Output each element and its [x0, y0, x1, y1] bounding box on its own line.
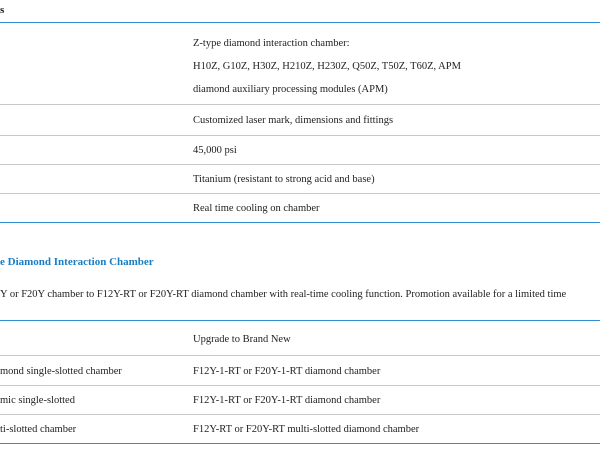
- upgrade-chamber: F12Y-RT or F20Y-RT multi-slotted diamond chamber: [193, 424, 420, 435]
- table-bottom-border: [0, 222, 600, 223]
- apm-description: diamond auxiliary processing modules (APM): [193, 84, 388, 95]
- row-divider: [0, 135, 600, 136]
- row-divider: [0, 164, 600, 165]
- row-divider: [0, 193, 600, 194]
- customization-value: Customized laser mark, dimensions and fittings: [193, 115, 394, 126]
- row-divider: [0, 385, 600, 386]
- promotion-text: Y or F20Y chamber to F12Y-RT or F20Y-RT diamond chamber with real-time cooling function. Promotion available for a limited time: [0, 289, 567, 300]
- upgrade-chamber: F12Y-1-RT or F20Y-1-RT diamond chamber: [193, 366, 381, 377]
- row-divider: [0, 104, 600, 105]
- section-heading-diamond-chamber: e Diamond Interaction Chamber: [0, 256, 154, 268]
- current-chamber: mic single-slotted: [0, 395, 75, 406]
- table-bottom-border: [0, 443, 600, 444]
- row-divider: [0, 414, 600, 415]
- current-chamber: ti-slotted chamber: [0, 424, 77, 435]
- chamber-types-title: Z-type diamond interaction chamber:: [193, 38, 350, 49]
- table-top-border: [0, 320, 600, 321]
- current-chamber: mond single-slotted chamber: [0, 366, 122, 377]
- section-heading-specifications: s: [0, 4, 5, 16]
- chamber-models: H10Z, G10Z, H30Z, H210Z, H230Z, Q50Z, T50Z, T60Z, APM: [193, 61, 461, 72]
- material-value: Titanium (resistant to strong acid and base): [193, 174, 375, 185]
- cooling-value: Real time cooling on chamber: [193, 203, 320, 214]
- upgrade-chamber: F12Y-1-RT or F20Y-1-RT diamond chamber: [193, 395, 381, 406]
- row-divider: [0, 355, 600, 356]
- table-top-border: [0, 22, 600, 23]
- column-header-upgrade: Upgrade to Brand New: [193, 334, 291, 345]
- pressure-value: 45,000 psi: [193, 145, 237, 156]
